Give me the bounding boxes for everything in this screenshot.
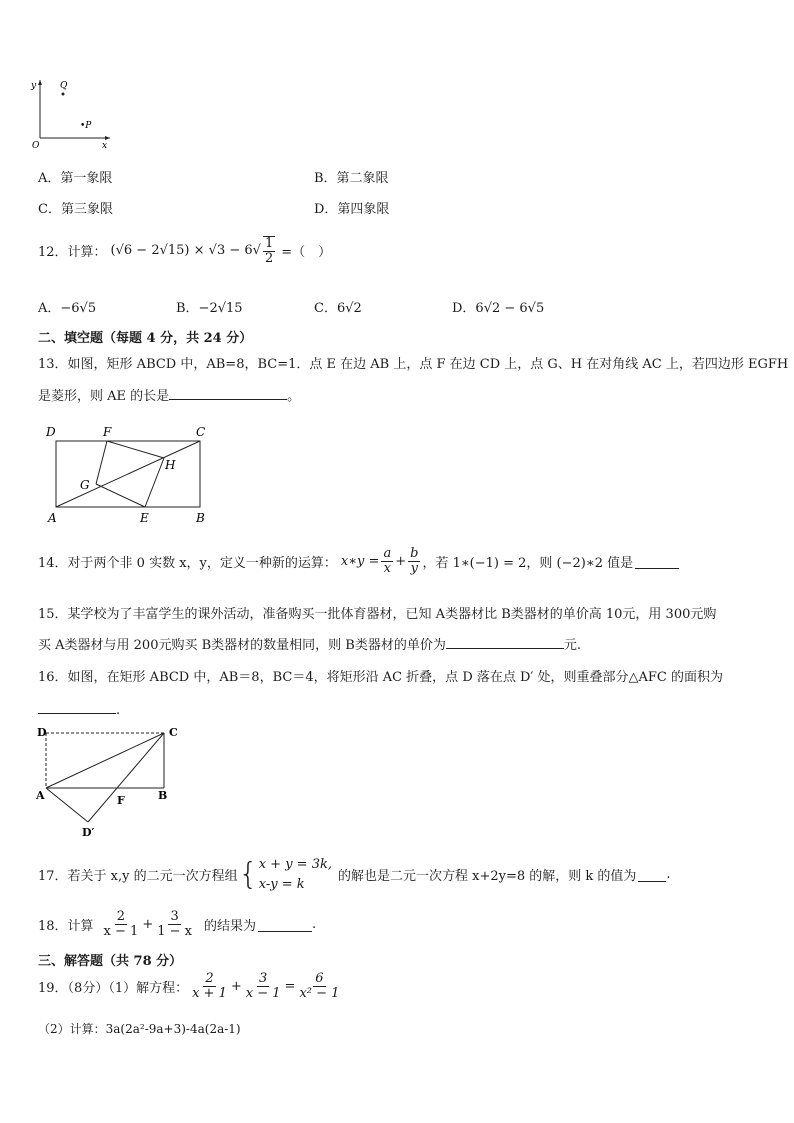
q11-quadrant-graph (30, 76, 120, 152)
q17-brace: { (238, 856, 258, 892)
graph-q-label: Q (60, 81, 68, 91)
q13-line2: 是菱形，则 AE 的长是 。 (38, 385, 300, 404)
graph-origin-label: O (32, 141, 40, 151)
fig13-label-f: F (103, 425, 112, 439)
section-fill-in: 二、填空题（每题 4 分，共 24 分） (38, 331, 253, 346)
q18-answer-blank[interactable] (258, 917, 312, 932)
section-solutions: 三、解答题（共 78 分） (38, 954, 183, 969)
q16-answer-blank[interactable] (38, 699, 116, 714)
q12-expression: (√6 − 2√15) × √3 − 6√ (110, 243, 261, 259)
fig13-label-g: G (80, 478, 90, 492)
q14-fraction-a: $\frac{a}{x}$ (383, 546, 392, 576)
q14-question: 14．对于两个非 0 实数 x，y，定义一种新的运算： x∗y = $\frac{a}{x}$ + $\frac{b}{y}$ ，若 1∗(−1) = 2，则 (−2)∗2 值是 (38, 547, 679, 575)
q19-fraction-3: $\frac{6}{\text{x² − 1}}$ (299, 971, 340, 1001)
q19-part2: （2）计算：3a(2a²-9a+3)-4a(2a-1) (38, 1022, 241, 1036)
graph-p-label: •P (80, 121, 92, 131)
q16-line1: 16．如图，在矩形 ABCD 中，AB＝8，BC＝4，将矩形沿 AC 折叠，点 D 落在点 D′ 处，则重叠部分△AFC 的面积为 (38, 670, 723, 685)
q15-line1: 15．某学校为了丰富学生的课外活动，准备购买一批体育器材，已知 A类器材比 B类器材的单价高 10元，用 300元购 (38, 607, 717, 622)
q17-system: x + y = 3k, x-y = k (258, 857, 332, 892)
fig16-label-a: A (36, 789, 45, 802)
q12-prefix: 12．计算： (38, 245, 107, 261)
q12-question (38, 236, 331, 265)
q15-answer-blank[interactable] (446, 634, 564, 649)
q14-answer-blank[interactable] (635, 554, 679, 569)
fig13-label-h: H (165, 458, 176, 472)
q11-option-a: A．第一象限 (38, 171, 113, 186)
q17-answer-blank[interactable] (638, 867, 666, 882)
q12-option-c: C．6√2 (314, 301, 362, 316)
fig13-label-d: D (46, 425, 56, 439)
graph-y-label: y (31, 81, 37, 91)
q17-question: 17．若关于 x,y 的二元一次方程组 { x + y = 3k, x-y = k 的解也是二元一次方程 x+2y=8 的解，则 k 的值为 . (38, 855, 671, 894)
q14-lhs: x∗y = (340, 553, 380, 569)
q19-fraction-1: $\frac{2}{x + 1}$ (192, 971, 227, 1001)
fig16-label-d-prime: D′ (82, 826, 95, 839)
q19-part1: 19．（8分）（1）解方程： $\frac{2}{x + 1}$ + $\frac{3}{x - 1}$ = $\frac{6}{\text{x² − 1}}$ (38, 971, 340, 1001)
q16-line2: . (38, 699, 120, 718)
q12-tail: =（ ） (281, 245, 332, 261)
q13-answer-blank[interactable] (169, 385, 287, 400)
fig13-label-a: A (48, 511, 57, 525)
point-q (62, 93, 65, 96)
q12-option-b: B．−2√15 (176, 301, 243, 316)
q18-fraction-1: $\frac{2}{x - 1}$ (103, 909, 139, 939)
q11-option-c: C．第三象限 (38, 202, 113, 217)
q16-figure (32, 722, 192, 848)
fig13-label-b: B (196, 511, 205, 525)
fig13-label-c: C (196, 425, 206, 439)
fig16-label-d: D (37, 726, 47, 739)
q18-question: 18．计算 $\frac{2}{x - 1}$ + $\frac{3}{1 - x}$ 的结果为 . (38, 909, 317, 939)
q12-option-d: D．6√2 − 6√5 (452, 301, 545, 316)
q12-option-a: A．−6√5 (38, 301, 97, 316)
q14-fraction-b: $\frac{b}{y}$ (410, 546, 419, 576)
q11-option-b: B．第二象限 (314, 171, 389, 186)
q12-fraction: $\frac{1}{2}$ (264, 236, 274, 266)
graph-x-label: x (102, 141, 108, 151)
fig13-label-e: E (140, 511, 149, 525)
q11-option-d: D．第四象限 (314, 202, 390, 217)
fig16-label-b: B (158, 789, 168, 802)
q18-fraction-2: $\frac{3}{1 - x}$ (157, 909, 192, 939)
q13-figure (40, 422, 220, 528)
fig16-label-c: C (169, 726, 178, 739)
q13-line1: 13．如图，矩形 ABCD 中，AB=8，BC=1．点 E 在边 AB 上，点 F 在边 CD 上，点 G、H 在对角线 AC 上，若四边形 EGFH (38, 357, 789, 372)
q19-fraction-2: $\frac{3}{x - 1}$ (245, 971, 281, 1001)
q15-line2: 买 A类器材与用 200元购买 B类器材的数量相同，则 B类器材的单价为 元. (38, 634, 581, 653)
fig16-label-f: F (117, 794, 125, 807)
